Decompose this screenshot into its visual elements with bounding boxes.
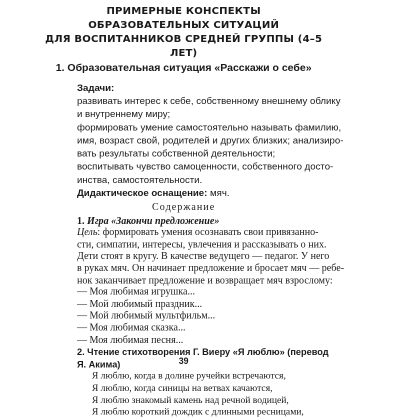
task-line: имя, возраст свой, родителей и других близких; анализиро- [76,135,344,147]
game-title: Игра «Закончи предложение» [87,215,220,227]
phrase-item: — Мой любимый праздник... [76,298,203,310]
content-title: Содержание [152,202,216,213]
phrase-item: — Моя любимая игрушка... [76,286,196,298]
poem-line: Я люблю, когда в долине ручейки встречаются, [91,371,286,382]
task-line: вать результаты собственной деятельности; [76,148,276,160]
poem-line: Я люблю, когда синицы на ветвах качаются, [91,383,273,394]
poem-line: Я люблю короткий дождик с длинными ресницами, [91,406,304,418]
task-line: развивать интерес к себе, собственному внешнему облику [76,96,341,107]
phrase-item: — Моя любимая песня... [76,334,184,346]
phrase-item: — Мой любимый мультфильм... [76,310,216,322]
chapter-heading-line-2: ОБРАЗОВАТЕЛЬНЫХ СИТУАЦИЙ [88,18,280,31]
page-number: 39 [178,356,189,367]
task-line: инства, самостоятельности. [76,174,203,186]
chapter-heading-line-3: ДЛЯ ВОСПИТАННИКОВ СРЕДНЕЙ ГРУППЫ (4–5 ЛЕТ) [45,32,323,59]
task-line: формировать умение самостоятельно называть фамилию, [76,122,342,133]
description-line: Дети стоят в кругу. В качестве ведущего — педагог. У него [76,251,330,262]
equipment-label: Дидактическое оснащение: [76,188,208,199]
goal-line: сти, симпатии, интересы, увлечения и рассказывать о них. [76,239,327,250]
poem-line: Я люблю знакомый камень над речной водицей, [91,394,289,406]
description-line: нок заканчивает предложение и возвращает мяч взрослому: [76,275,333,286]
equipment-line [77,187,230,200]
reading-title-line: Я. Акима) [76,359,121,370]
phrase-item: — Моя любимая сказка... [76,322,186,334]
equipment-value: мяч. [207,188,230,199]
game-number: 1. [76,215,88,227]
task-line: воспитывать чувство самоценности, собственного досто- [76,161,334,173]
chapter-heading-line-1: ПРИМЕРНЫЕ КОНСПЕКТЫ [106,4,261,17]
goal-text: : формировать умения осознавать свои привязанно- [97,227,319,239]
tasks-label: Задачи: [76,83,115,94]
section-title: 1. Образовательная ситуация «Расскажи о себе» [55,61,312,74]
goal-label: Цель [76,227,98,239]
description-line: в руках мяч. Он начинает предложение и бросает мяч — ребе- [76,263,345,274]
task-line: и внутреннему миру; [76,109,171,120]
reading-title-line: 2. Чтение стихотворения Г. Виеру «Я люблю» (перевод [76,347,329,358]
